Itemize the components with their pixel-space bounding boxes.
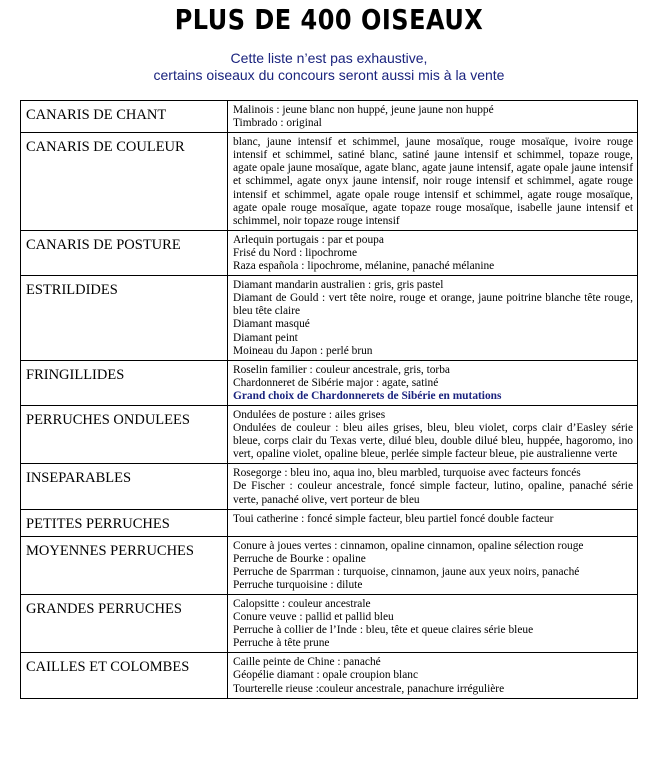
bird-table-body	[21, 101, 638, 699]
table-row	[21, 405, 638, 463]
highlight-note: Grand choix de Chardonnerets de Sibérie en mutations	[233, 389, 502, 402]
description-line: Ondulées de posture : ailes grises	[233, 408, 386, 421]
table-row	[21, 133, 638, 231]
description-cell	[228, 405, 638, 463]
category-cell: ESTRILDIDES	[21, 276, 228, 361]
table-row	[21, 276, 638, 361]
description-cell	[228, 464, 638, 509]
description-cell	[228, 360, 638, 405]
category-cell: CANARIS DE COULEUR	[21, 133, 228, 231]
description-line: blanc, jaune intensif et schimmel, jaune mosaïque, rouge mosaïque, ivoire rouge intensif et schimmel, satiné blanc, satiné jaune intensif et schimmel, topaze rouge, agate opale jaune mosaïque, agate blanc, agate jaune intensif, agate opale jaune intensif et schimmel, agate onyx jaune intensif, noir rouge intensif et schimmel, agate rouge intensif et schimmel, agate opale rouge intensif et schimmel, agate rouge mosaïque, agate opale rouge mosaïque, agate topaze rouge mosaïque, isabelle jaune intensif et schimmel, noir topaze rouge intensif	[233, 136, 633, 227]
description-cell	[228, 509, 638, 536]
description-line: Malinois : jeune blanc non huppé, jeune jaune non huppé	[233, 104, 494, 116]
description-line: Conure à joues vertes : cinnamon, opaline cinnamon, opaline sélection rouge	[233, 539, 584, 552]
description-line: De Fischer : couleur ancestrale, foncé simple facteur, lutino, opaline, panaché série verte, panaché olive, vert porteur de bleu	[233, 480, 633, 506]
table-row	[21, 230, 638, 275]
description-line: Rosegorge : bleu ino, aqua ino, bleu marbled, turquoise avec facteurs foncés	[233, 467, 581, 480]
description-line: Timbrado : original	[233, 117, 322, 130]
description-cell	[228, 536, 638, 594]
description-line: Roselin familier : couleur ancestrale, gris, torba	[233, 363, 450, 376]
table-row	[21, 653, 638, 698]
description-line: Ondulées de couleur : bleu ailes grises, bleu, bleu violet, corps clair d’Easley série bleue, corps clair du Texas verte, dilué bleu, double dilué bleu, huppée, hagoromo, ino vert, opaline violet, opaline bleue, perlée simple facteur bleue, pie australienne verte	[233, 422, 633, 461]
category-cell: CAILLES ET COLOMBES	[21, 653, 228, 698]
description-line: Perruche à tête prune	[233, 637, 330, 650]
category-cell: GRANDES PERRUCHES	[21, 595, 228, 653]
description-line: Arlequin portugais : par et poupa	[233, 233, 384, 246]
description-line: Raza española : lipochrome, mélanine, panaché mélanine	[233, 260, 495, 273]
bird-table	[20, 100, 638, 699]
description-cell	[228, 101, 638, 133]
table-row	[21, 509, 638, 536]
description-line: Diamant masqué	[233, 318, 310, 331]
category-cell: MOYENNES PERRUCHES	[21, 536, 228, 594]
description-cell	[228, 230, 638, 275]
description-line: Tourterelle rieuse :couleur ancestrale, panachure irrégulière	[233, 682, 505, 695]
table-row	[21, 101, 638, 133]
table-row	[21, 536, 638, 594]
table-row	[21, 464, 638, 509]
description-cell	[228, 653, 638, 698]
category-cell: PETITES PERRUCHES	[21, 509, 228, 536]
subtitle	[0, 50, 658, 84]
description-line: Perruche de Bourke : opaline	[233, 552, 366, 565]
description-line: Conure veuve : pallid et pallid bleu	[233, 611, 394, 624]
description-line: Frisé du Nord : lipochrome	[233, 246, 358, 259]
description-line: Perruche à collier de l’Inde : bleu, tête et queue claires série bleue	[233, 624, 534, 637]
subtitle-line-1: Cette liste n’est pas exhaustive,	[230, 50, 428, 66]
page-title: PLUS DE 400 OISEAUX	[174, 3, 484, 37]
table-row	[21, 595, 638, 653]
description-line: Chardonneret de Sibérie major : agate, satiné	[233, 376, 439, 389]
category-cell: INSEPARABLES	[21, 464, 228, 509]
description-line: Moineau du Japon : perlé brun	[233, 344, 373, 357]
table-row	[21, 360, 638, 405]
description-line: Calopsitte : couleur ancestrale	[233, 598, 371, 610]
category-cell: CANARIS DE POSTURE	[21, 230, 228, 275]
subtitle-line-2: certains oiseaux du concours seront aussi mis à la vente	[153, 67, 505, 83]
description-line: Toui catherine : foncé simple facteur, bleu partiel foncé double facteur	[233, 512, 554, 525]
description-line: Caille peinte de Chine : panaché	[233, 656, 381, 669]
category-cell: PERRUCHES ONDULEES	[21, 405, 228, 463]
category-cell: FRINGILLIDES	[21, 360, 228, 405]
description-line: Diamant peint	[233, 331, 298, 344]
description-line: Diamant mandarin australien : gris, gris pastel	[233, 279, 444, 292]
description-line: Perruche de Sparrman : turquoise, cinnamon, jaune aux yeux noirs, panaché	[233, 565, 580, 578]
description-cell	[228, 595, 638, 653]
description-cell	[228, 276, 638, 361]
description-cell	[228, 133, 638, 231]
description-line: Géopélie diamant : opale croupion blanc	[233, 669, 419, 682]
description-line: Perruche turquoisine : dilute	[233, 578, 363, 591]
description-line: Diamant de Gould : vert tête noire, rouge et orange, jaune poitrine blanche tête rouge, bleu tête claire	[233, 292, 633, 318]
category-cell: CANARIS DE CHANT	[21, 101, 228, 133]
